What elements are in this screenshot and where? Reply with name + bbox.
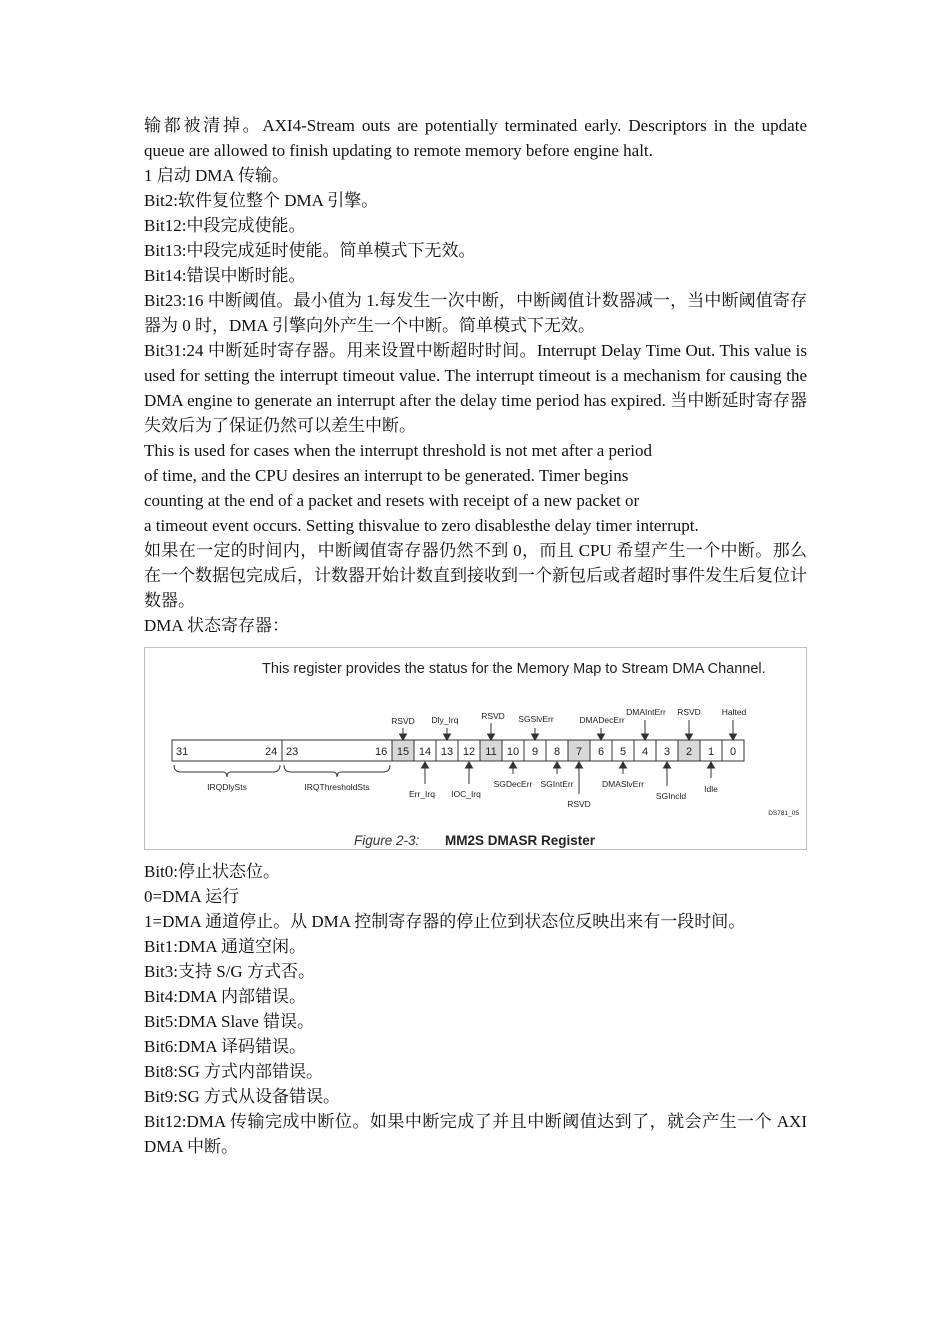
- arrowhead-up: [466, 762, 473, 768]
- brace-irqthresholdsts: [284, 765, 390, 777]
- label-halted: Halted: [721, 707, 747, 717]
- paragraph-bit14: Bit14:错误中断时能。: [144, 266, 306, 285]
- bit-number-10: 10: [506, 746, 520, 758]
- bit-number-14: 14: [418, 746, 432, 758]
- label-sginterr: SGIntErr: [540, 779, 574, 789]
- bottom-labels: [207, 779, 718, 809]
- arrowhead-down: [400, 734, 407, 740]
- label-rsvd-15: RSVD: [391, 716, 415, 726]
- bit-number-5: 5: [619, 746, 627, 758]
- arrowhead-down: [488, 734, 495, 740]
- bit-number-15: 15: [396, 746, 410, 758]
- label-irqthresholdsts: IRQThresholdSts: [304, 782, 370, 792]
- paragraph-bit2: Bit2:软件复位整个 DMA 引擎。: [144, 191, 379, 210]
- english-line: counting at the end of a packet and resets with receipt of a new packet or: [144, 491, 640, 510]
- paragraph-bit12: Bit12:中段完成使能。: [144, 216, 306, 235]
- label-sgdecerr: SGDecErr: [493, 779, 533, 789]
- arrowhead-up: [554, 762, 561, 768]
- english-line: of time, and the CPU desires an interrupt to be generated. Timer begins: [144, 466, 629, 485]
- paragraph-bit0-running: 0=DMA 运行: [144, 887, 240, 906]
- bit-number-1: 1: [707, 746, 715, 758]
- register-diagram: [145, 648, 808, 851]
- arrowhead-down: [642, 734, 649, 740]
- brace-irqdlysts: [174, 765, 280, 777]
- register-figure: [144, 647, 807, 850]
- label-dmadecerr: DMADecErr: [579, 715, 625, 725]
- english-line: a timeout event occurs. Setting thisvalue to zero disablesthe delay timer interrupt.: [144, 516, 699, 535]
- bit-number-9: 9: [531, 746, 539, 758]
- paragraph-bit5: Bit5:DMA Slave 错误。: [144, 1012, 315, 1031]
- caption-prefix: Figure 2-3:: [354, 833, 420, 848]
- label-ioc-irq: IOC_Irq: [451, 789, 481, 799]
- paragraph-bit23-16: Bit23:16 中断阈值。最小值为 1.每发生一次中断，中断阈值计数器减一，当中断阈值寄存器为 0 时，DMA 引擎向外产生一个中断。简单模式下无效。: [144, 291, 807, 335]
- arrowhead-down: [730, 734, 737, 740]
- english-line: This is used for cases when the interrupt threshold is not met after a period: [144, 441, 652, 460]
- arrowhead-down: [686, 734, 693, 740]
- bit-number-12: 12: [462, 746, 476, 758]
- caption-title: MM2S DMASR Register: [445, 833, 596, 848]
- bit-number-16: 16: [375, 746, 388, 758]
- bit-number-31: 31: [176, 746, 189, 758]
- top-labels: [391, 707, 746, 726]
- label-dly-irq: Dly_Irq: [431, 715, 459, 725]
- label-sgslverr: SGSlvErr: [518, 714, 554, 724]
- label-rsvd-11: RSVD: [481, 711, 505, 721]
- label-dmaslverr: DMASlvErr: [601, 779, 645, 789]
- bit-number-7: 7: [575, 746, 583, 758]
- field-braces: [174, 765, 390, 777]
- arrowhead-up: [510, 762, 517, 768]
- bit-number-11: 11: [485, 746, 497, 758]
- section-heading-dma-status: DMA 状态寄存器：: [144, 616, 289, 635]
- paragraph-bit8: Bit8:SG 方式内部错误。: [144, 1062, 323, 1081]
- paragraph-bit6: Bit6:DMA 译码错误。: [144, 1037, 306, 1056]
- paragraph-start-dma: 1 启动 DMA 传输。: [144, 166, 289, 185]
- doc-id: DS781_05: [768, 810, 799, 817]
- bit-number-0: 0: [729, 746, 737, 758]
- arrowhead-up: [422, 762, 429, 768]
- bit-number-3: 3: [663, 746, 671, 758]
- bit-number-8: 8: [553, 746, 561, 758]
- bit-number-13: 13: [440, 746, 454, 758]
- label-idle: Idle: [704, 784, 718, 794]
- arrowhead-down: [444, 734, 451, 740]
- arrowhead-up: [708, 762, 715, 768]
- figure-header: This register provides the status for the Memory Map to Stream DMA Channel.: [262, 661, 766, 677]
- label-irqdlysts: IRQDlySts: [207, 782, 247, 792]
- bottom-text-block: [144, 859, 807, 1159]
- arrowhead-up: [620, 762, 627, 768]
- arrowhead-down: [598, 734, 605, 740]
- label-rsvd-7: RSVD: [567, 799, 591, 809]
- arrowhead-up: [664, 762, 671, 768]
- arrowhead-up: [576, 762, 583, 768]
- paragraph-bit4: Bit4:DMA 内部错误。: [144, 987, 306, 1006]
- arrowhead-down: [532, 734, 539, 740]
- paragraph-bit9: Bit9:SG 方式从设备错误。: [144, 1087, 340, 1106]
- label-dmainterr: DMAIntErr: [626, 707, 666, 717]
- bit-number-2: 2: [685, 746, 693, 758]
- paragraph-bit31-24: Bit31:24 中断延时寄存器。用来设置中断超时时间。Interrupt Delay Time Out. This value is used for setting the interrupt timeout value. The interrupt timeout is a mechanism for causing the DMA engine to generate an interrupt after the delay time period has expired. 当中断延时寄存器失效后为了保证仍然可以差生中断。: [144, 341, 807, 435]
- top-text-block: [144, 113, 807, 638]
- paragraph-bit0: Bit0:停止状态位。: [144, 862, 281, 881]
- bit-number-6: 6: [597, 746, 605, 758]
- paragraph-bit1: Bit1:DMA 通道空闲。: [144, 937, 306, 956]
- paragraph-bit0-halted: 1=DMA 通道停止。从 DMA 控制寄存器的停止位到状态位反映出来有一段时间。: [144, 912, 746, 931]
- label-sgincld: SGIncld: [655, 791, 687, 801]
- paragraph-bit13: Bit13:中段完成延时使能。简单模式下无效。: [144, 241, 476, 260]
- label-err-irq: Err_Irq: [409, 789, 435, 799]
- bit-number-24: 24: [265, 746, 278, 758]
- bit-number-4: 4: [641, 746, 649, 758]
- paragraph-axi4-stream: 输都被清掉。AXI4-Stream outs are potentially terminated early. Descriptors in the update queue are allowed to finish updating to remote memory before engine halt.: [144, 116, 807, 160]
- paragraph-interrupt-explanation: 如果在一定的时间内，中断阈值寄存器仍然不到 0，而且 CPU 希望产生一个中断。那么在一个数据包完成后，计数器开始计数直到接收到一个新包后或者超时事件发生后复位计数器。: [144, 541, 807, 610]
- paragraph-bit12-interrupt: Bit12:DMA 传输完成中断位。如果中断完成了并且中断阈值达到了，就会产生一个 AXI DMA 中断。: [144, 1112, 807, 1156]
- label-rsvd-2: RSVD: [677, 707, 701, 717]
- paragraph-bit3: Bit3:支持 S/G 方式否。: [144, 962, 315, 981]
- bit-number-23: 23: [286, 746, 299, 758]
- register-cells: [172, 740, 744, 761]
